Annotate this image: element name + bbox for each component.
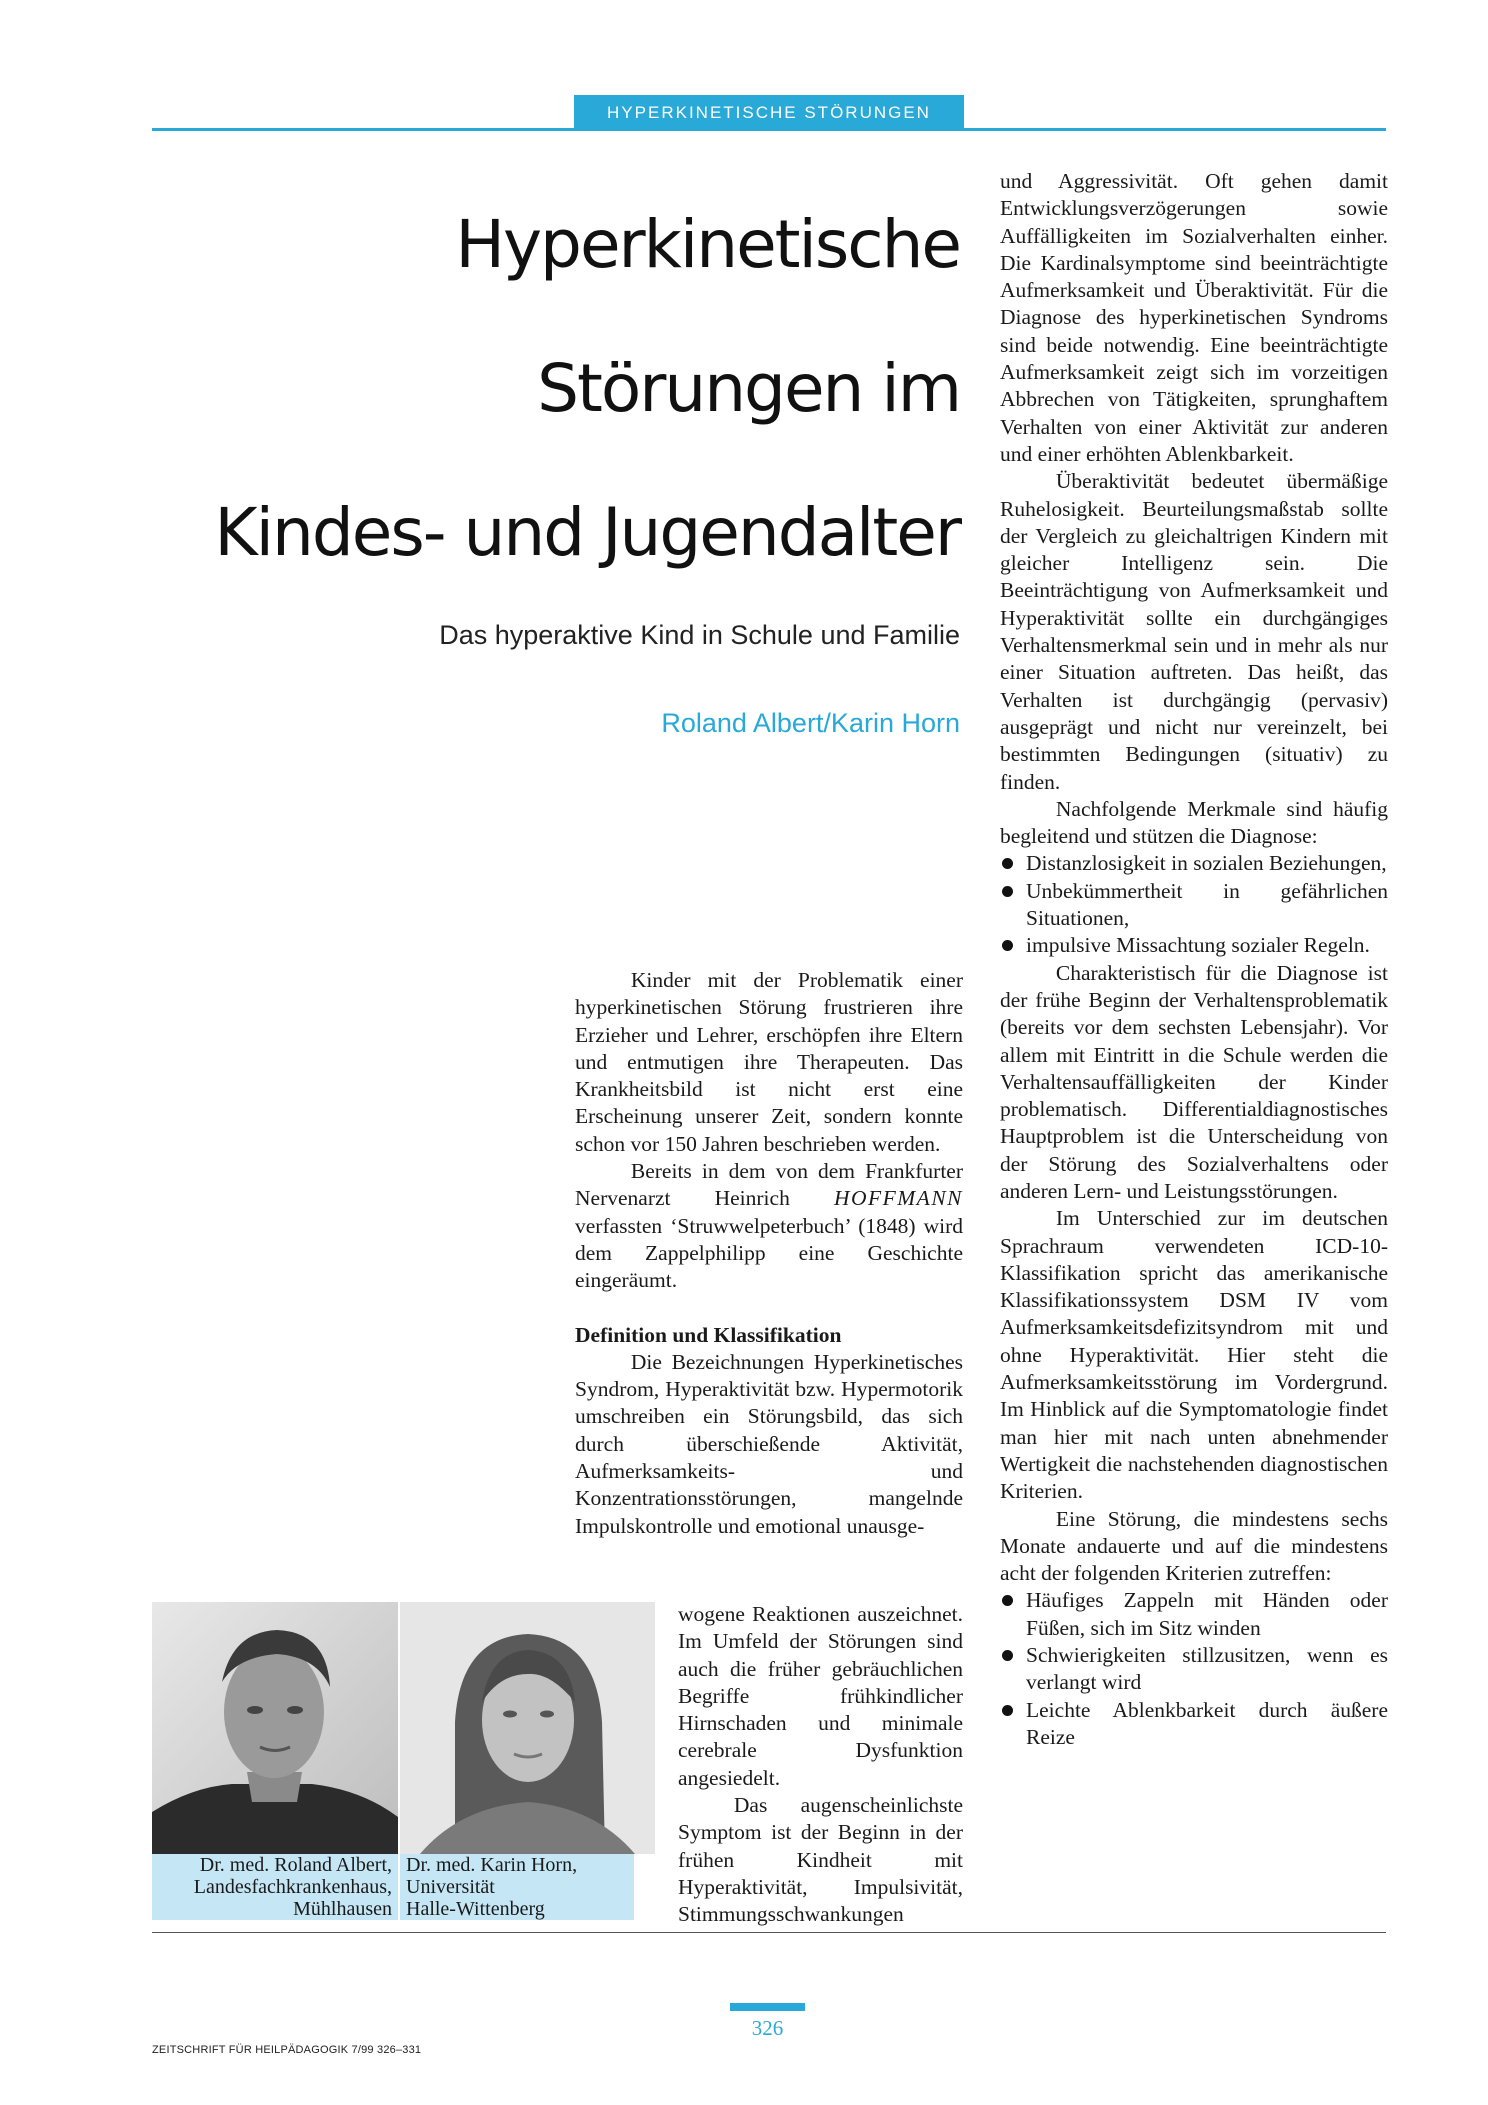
page-number-bar [730,2003,805,2011]
list-item: Schwierigkeiten stillzusitzen, wenn es verlangt wird [1000,1642,1388,1697]
bullet-icon [1002,886,1013,897]
caption-albert [152,1854,398,1920]
right-paragraph-3: Nachfolgende Merkmale sind häufig begleitend und stützen die Diagnose: [1000,796,1388,849]
middle-column-text-lower [678,1601,963,1929]
right-column-text [1000,168,1388,1751]
list-item: Häufiges Zappeln mit Händen oder Füßen, sich im Sitz winden [1000,1587,1388,1642]
caption-horn-line-1: Dr. med. Karin Horn, [406,1854,578,1876]
bullet-icon [1002,1595,1013,1606]
bullet-icon [1002,858,1013,869]
definition-paragraph-1-continued: wogene Reaktionen auszeichnet. Im Umfeld der Störungen sind auch die früher gebräuchlichen Begriffe frühkindlicher Hirnschaden und minimale cerebrale Dysfunktion angesiedelt. [678,1602,963,1790]
caption-horn-line-3: Halle-Wittenberg [406,1898,545,1920]
author-photo-horn [400,1602,655,1854]
page-number: 326 [751,2016,784,2040]
footer-rule [152,1932,1386,1933]
caption-albert-line-2: Landesfachkrankenhaus, [193,1876,392,1898]
list-item: impulsive Missachtung sozialer Regeln. [1000,932,1388,959]
journal-citation: ZEITSCHRIFT FÜR HEILPÄDAGOGIK 7/99 326–331 [152,2044,422,2056]
caption-horn-line-2: Universität [406,1876,495,1898]
definition-paragraph-2: Das augenscheinlichste Symptom ist der Beginn in der frühen Kindheit mit Hyperaktivität, Impulsivität, Stimmungsschwankungen [678,1793,963,1927]
right-paragraph-1: und Aggressivität. Oft gehen damit Entwicklungsverzögerungen sowie Auffälligkeiten im Sozialverhalten einher. Die Kardinalsymptome sind beeinträchtigte Aufmerksamkeit und Überaktivität. Für die Diagnose des hyperkinetischen Syndroms sind beide notwendig. Eine beeinträchtigte Aufmerksamkeit zeigt sich im vorzeitigen Abbrechen von Tätigkeiten, sprunghaftem Verhalten von einer Aktivität zur anderen und einer erhöhten Ablenkbarkeit. [1000,169,1388,466]
caption-albert-line-1: Dr. med. Roland Albert, [199,1854,392,1876]
middle-column-text [575,967,963,1540]
definition-paragraph-1: Die Bezeichnungen Hyperkinetisches Syndrom, Hyperaktivität bzw. Hypermotorik umschreiben ein Störungsbild, das sich durch überschießende Aktivität, Aufmerksamkeits- und Konzentrationsstörungen, mangelnde Impulskontrolle und emotional unausge- [575,1349,963,1538]
right-paragraph-2: Überaktivität bedeutet übermäßige Ruhelosigkeit. Beurteilungsmaßstab sollte der Vergleich zu gleichaltrigen Kindern mit gleicher Intelligenz sein. Die Beeinträchtigung von Aufmerksamkeit und Hyperaktivität sollte ein durchgängiges Verhaltensmerkmal sein und in mehr als nur einer Situation auftreten. Das heißt, das Verhalten ist durchgängig (pervasiv) ausgeprägt und nicht nur vereinzelt, bei bestimmten Bedingungen (situativ) zu finden. [1000,469,1388,794]
intro-paragraph-1: Kinder mit der Problematik einer hyperkinetischen Störung frustrieren ihre Erzieher und Lehrer, erschöpfen ihre Eltern und entmutigen ihre Therapeuten. Das Krankheitsbild ist nicht erst eine Erscheinung unserer Zeit, sondern konnte schon vor 150 Jahren beschrieben werden. [575,968,963,1156]
right-paragraph-5: Im Unterschied zur im deutschen Sprachraum verwendeten ICD-10-Klassifikation spricht das amerikanische Klassifikationssystem DSM IV vom Aufmerksamkeitsdefizitsyndrom mit und ohne Hyperaktivität. Hier steht die Aufmerksamkeitsstörung im Vordergrund. Im Hinblick auf die Symptomatologie findet man hier mit nach unten abnehmender Wertigkeit die nachstehenden diagnostischen Kriterien. [1000,1206,1388,1504]
intro-paragraph-2: Bereits in dem von dem Frankfurter Nervenarzt Heinrich HOFFMANN verfassten ‘Struwwelpeterbuch’ (1848) wird dem Zappelphilipp eine Geschichte eingeräumt. [575,1159,963,1293]
list-item: Leichte Ablenkbarkeit durch äußere Reize [1000,1697,1388,1752]
article-title-line-2: Störungen im [537,350,960,427]
bullet-icon [1002,1705,1013,1716]
article-title-line-3: Kindes- und Jugendalter [214,494,960,571]
list-item: Unbekümmertheit in gefährlichen Situationen, [1000,878,1388,933]
right-paragraph-6: Eine Störung, die mindestens sechs Monate andauerte und auf die mindestens acht der folgenden Kriterien zutreffen: [1000,1506,1388,1586]
caption-horn [400,1854,634,1920]
article-subtitle: Das hyperaktive Kind in Schule und Familie [439,620,960,650]
caption-albert-line-3: Mühlhausen [293,1898,392,1920]
article-authors: Roland Albert/Karin Horn [661,708,960,738]
section-header-tab [574,95,964,131]
section-heading-definition: Definition und Klassifikation [575,1322,842,1347]
author-name-hoffmann: HOFFMANN [833,1186,963,1211]
right-paragraph-4: Charakteristisch für die Diagnose ist der frühe Beginn der Verhaltensproblematik (bereits vor dem sechsten Lebensjahr). Vor allem mit Eintritt in die Schule werden die Verhaltensauffälligkeiten der Kinder problematisch. Differentialdiagnostisches Hauptproblem ist die Unterscheidung von der Störung des Sozialverhaltens oder anderen Lern- und Leistungsstörungen. [1000,960,1388,1203]
list-item: Distanzlosigkeit in sozialen Beziehungen, [1000,850,1388,877]
article-title-line-1: Hyperkinetische [455,206,960,283]
section-header-label: HYPERKINETISCHE STÖRUNGEN [607,103,931,122]
bullet-icon [1002,940,1013,951]
bullet-icon [1002,1650,1013,1661]
author-photo-albert [152,1602,398,1854]
